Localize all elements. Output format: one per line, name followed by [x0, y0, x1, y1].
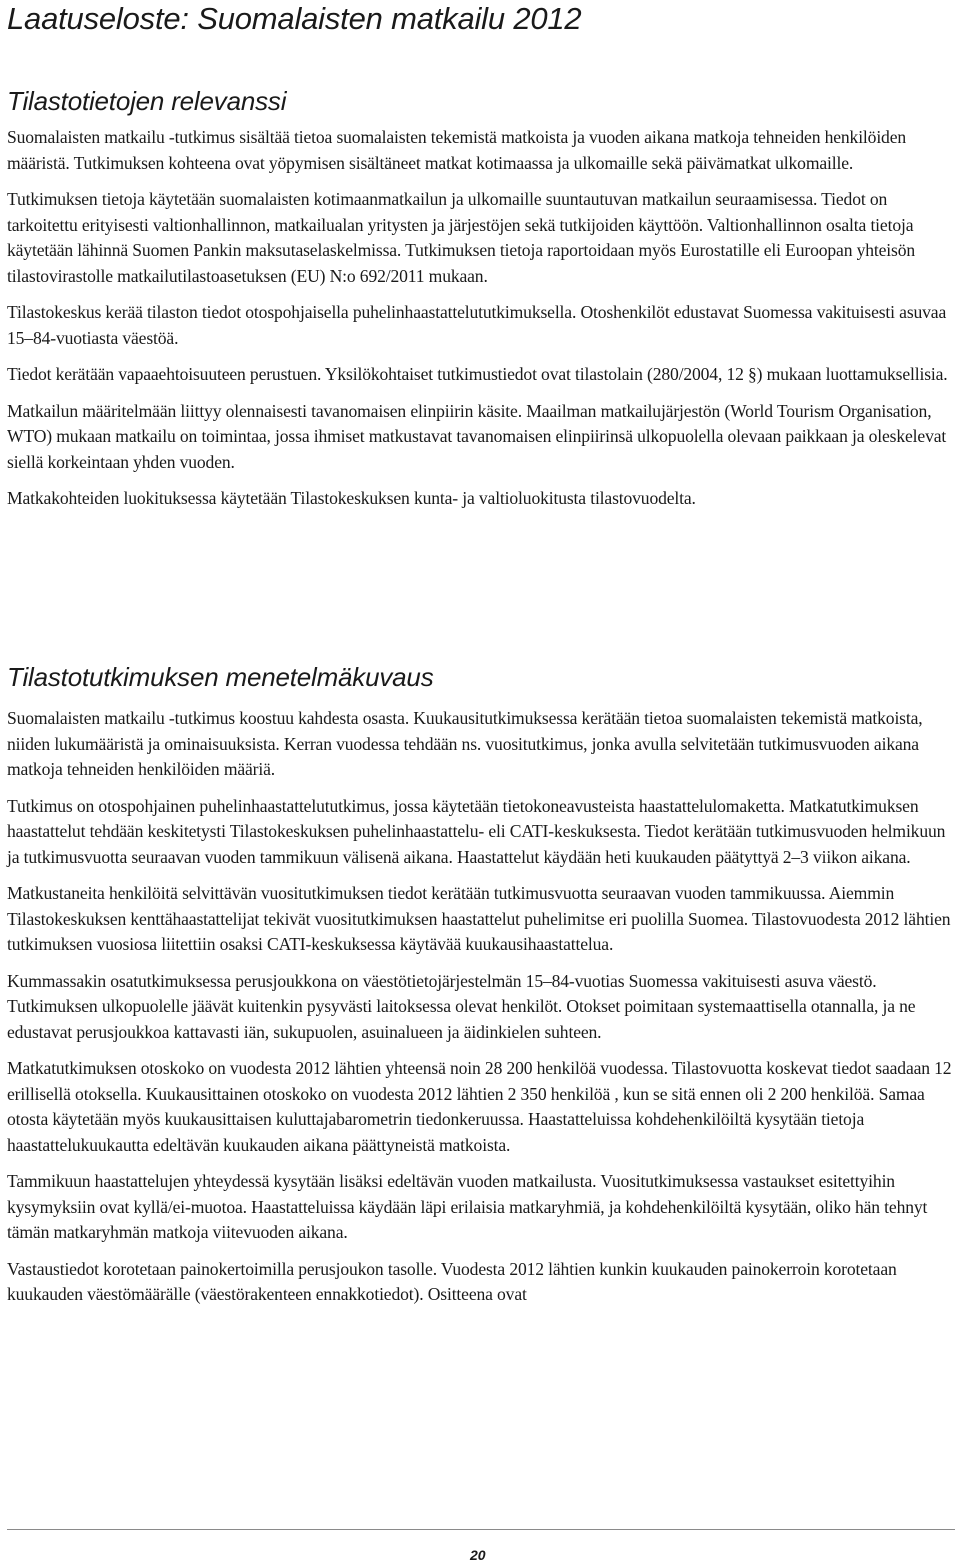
section-heading-methodology: Tilastotutkimuksen menetelmäkuvaus	[7, 662, 434, 692]
paragraph: Tammikuun haastattelujen yhteydessä kysytään lisäksi edeltävän vuoden matkailusta. Vuositutkimuksessa vastaukset esitettyihin kysymyksiin ovat kyllä/ei-muotoa. Haastatteluissa käydään läpi erilaisia matkaryhmiä, ja kohdehenkilöiltä kysytään, oliko hän tehnyt tämän matkaryhmän matkoja viitevuoden aikana.	[7, 1171, 928, 1242]
paragraph: Matkakohteiden luokituksessa käytetään Tilastokeskuksen kunta- ja valtioluokitusta tilastovuodelta.	[7, 488, 696, 508]
footer-divider	[7, 1529, 955, 1530]
section-heading-relevance: Tilastotietojen relevanssi	[7, 86, 287, 116]
paragraph: Kummassakin osatutkimuksessa perusjoukkona on väestötietojärjestelmän 15–84-vuotias Suomessa vakituisesti asuva väestö. Tutkimuksen ulkopuolelle jäävät kuitenkin pysyvästi laitoksessa olevat henkilöt. Otokset poimitaan systemaattisella otannalla, ja ne edustavat perusjoukkoa kattavasti iän, sukupuolen, asuinalueen ja äidinkielen suhteen.	[7, 970, 916, 1042]
paragraph: Tutkimus on otospohjainen puhelinhaastattelututkimus, jossa käytetään tietokoneavusteista haastattelulomaketta. Matkatutkimuksen haastattelut tehdään keskitetysti Tilastokeskuksen puhelinhaastattelu- eli CATI-keskuksesta. Tiedot kerätään tutkimusvuoden helmikuun ja tutkimusvuotta seuraavan vuoden tammikuun välisenä aikana. Haastattelut käydään heti kuukauden päätyttyä 2–3 viikon aikana.	[7, 795, 946, 867]
page-number: 20	[470, 1547, 486, 1563]
section-body-methodology	[7, 706, 955, 1319]
paragraph: Tutkimuksen tietoja käytetään suomalaisten kotimaanmatkailun ja ulkomaille suuntautuvan matkailun seuraamisessa. Tiedot on tarkoitettu erityisesti valtionhallinnon, matkailualan yritysten ja järjestöjen sekä tutkijoiden käyttöön. Valtionhallinnon osalta tietoja käytetään lähinnä Suomen Pankin maksutaselaskelmissa. Tutkimuksen tietoja raportoidaan myös Eurostatille eli Euroopan yhteisön tilastovirastolle matkailutilastoasetuksen (EU) N:o 692/2011 mukaan.	[7, 189, 916, 286]
paragraph: Matkustaneita henkilöitä selvittävän vuositutkimuksen tiedot kerätään tutkimusvuotta seuraavan vuoden tammikuussa. Aiemmin Tilastokeskuksen kenttähaastattelijat tekivät vuositutkimuksen haastattelut puhelimitse eri puolilla Suomea. Tilastovuodesta 2012 lähtien tutkimuksen vuosiosa liitettiin osaksi CATI-keskuksessa käytävää kuukausihaastattelua.	[7, 883, 951, 954]
paragraph: Matkailun määritelmään liittyy olennaisesti tavanomaisen elinpiirin käsite. Maailman matkailujärjestön (World Tourism Organisation, WTO) mukaan matkailu on toimintaa, jossa ihmiset matkustavat tavanomaisen elinpiirinsä ulkopuolella olevaan paikkaan ja oleskelevat siellä korkeintaan yhden vuoden.	[7, 400, 947, 472]
paragraph: Tilastokeskus kerää tilaston tiedot otospohjaisella puhelinhaastattelututkimuksella. Otoshenkilöt edustavat Suomessa vakituisesti asuvaa 15–84-vuotiasta väestöä.	[7, 302, 947, 348]
paragraph: Suomalaisten matkailu -tutkimus sisältää tietoa suomalaisten tekemistä matkoista ja vuoden aikana matkoja tehneiden henkilöiden määristä. Tutkimuksen kohteena ovat yöpymisen sisältäneet matkat kotimaassa ja ulkomaille sekä päivämatkat ulkomaille.	[7, 127, 907, 173]
paragraph: Suomalaisten matkailu -tutkimus koostuu kahdesta osasta. Kuukausitutkimuksessa kerätään tietoa suomalaisten tekemistä matkoista, niiden lukumääristä ja ominaisuuksista. Kerran vuodessa tehdään ns. vuositutkimus, jonka avulla selvitetään tutkimusvuoden aikana matkoja tehneiden henkilöiden määriä.	[7, 708, 923, 779]
section-body-relevance	[7, 125, 955, 523]
paragraph: Matkatutkimuksen otoskoko on vuodesta 2012 lähtien yhteensä noin 28 200 henkilöä vuodessa. Tilastovuotta koskevat tiedot saadaan 12 erillisellä otoksella. Kuukausittainen otoskoko on vuodesta 2012 lähtien 2 350 henkilöä , kun se sitä ennen oli 2 200 henkilöä. Samaa otosta käytetään myös kuukausittaisen kuluttajabarometrin tiedonkeruussa. Haastatteluissa kohdehenkilöiltä kysytään tietoja haastattelukuukautta edeltävän kuukauden aikana päättyneistä matkoista.	[7, 1058, 952, 1155]
paragraph: Tiedot kerätään vapaaehtoisuuteen perustuen. Yksilökohtaiset tutkimustiedot ovat tilastolain (280/2004, 12 §) mukaan luottamuksellisia.	[7, 364, 948, 384]
paragraph: Vastaustiedot korotetaan painokertoimilla perusjoukon tasolle. Vuodesta 2012 lähtien kunkin kuukauden painokerroin korotetaan kuukauden väestömäärälle (väestörakenteen ennakkotiedot). Ositteena ovat	[7, 1258, 897, 1304]
document-title: Laatuseloste: Suomalaisten matkailu 2012	[7, 1, 582, 36]
